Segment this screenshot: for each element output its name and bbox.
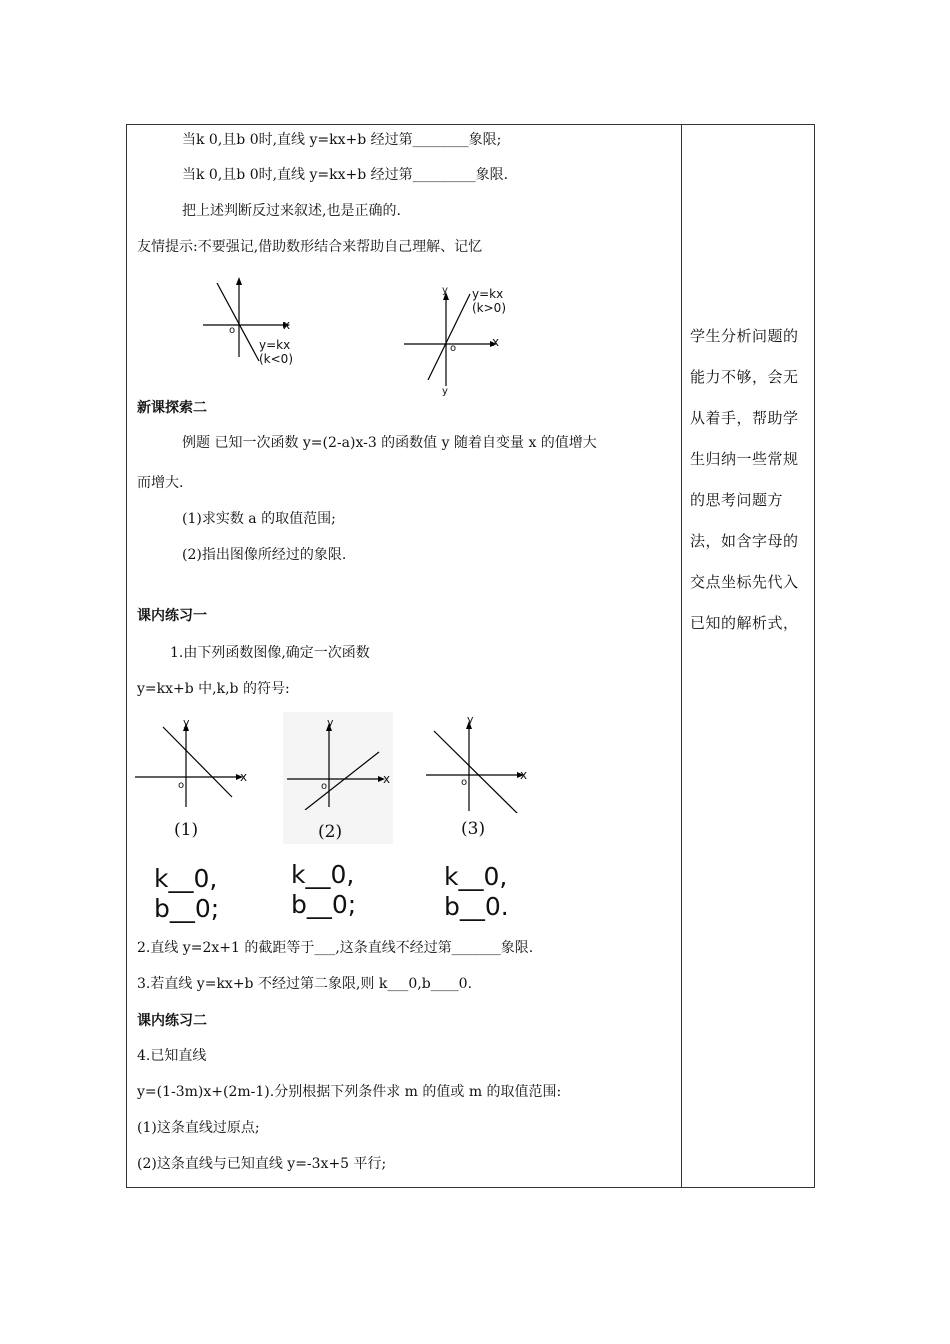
practice-2: 2.直线 y=2x+1 的截距等于___,这条直线不经过第_______象限.: [137, 940, 534, 956]
graph-line: [434, 731, 519, 813]
graph-1-b-blank: b__0;: [154, 894, 220, 923]
rule-line-1: 当k 0,且b 0时,直线 y=kx+b 经过第________象限;: [182, 132, 502, 148]
example-question-2: (2)指出图像所经过的象限.: [182, 547, 347, 563]
practice-4-condition-2: (2)这条直线与已知直线 y=-3x+5 平行;: [137, 1156, 387, 1172]
graph-a-x-label: x: [283, 318, 291, 332]
side-note-row: 交点坐标先代入: [690, 573, 799, 591]
graph-3-caption: (3): [461, 819, 486, 839]
side-note-row: 从着手，帮助学: [690, 409, 799, 427]
side-note-row: 法，如含字母的: [690, 532, 799, 550]
practice-graph-2: [283, 715, 398, 810]
side-note-row: 能力不够，会无: [690, 368, 799, 386]
graph-2-b-blank: b__0;: [291, 890, 357, 919]
practice-4-line-a: 4.已知直线: [137, 1048, 207, 1064]
practice-graph-1: [130, 715, 255, 810]
graph-2-origin: o: [321, 781, 328, 792]
graph-line: [163, 727, 232, 797]
side-note-row: 生归纳一些常规: [690, 450, 799, 468]
graph-2-x-label: x: [383, 772, 391, 786]
teacher-side-note: [690, 316, 810, 644]
reverse-note: 把上述判断反过来叙述,也是正确的.: [182, 203, 401, 219]
practice-1-line-a: 1.由下列函数图像,确定一次函数: [170, 645, 370, 661]
section-heading-explore-2: 新课探索二: [137, 400, 207, 416]
graph-3-origin: o: [461, 777, 468, 788]
example-line-1: 例题 已知一次函数 y=(2-a)x-3 的函数值 y 随着自变量 x 的值增大: [182, 435, 597, 451]
graph-3-x-label: x: [520, 768, 528, 782]
side-note-row: 已知的解析式，: [690, 614, 799, 632]
side-note-row: 的思考问题方: [690, 491, 784, 509]
line-y-kx: [217, 283, 259, 361]
example-line-2: 而增大.: [137, 475, 184, 491]
graph-a-origin: o: [229, 325, 236, 336]
graph-a-equation: y=kx: [259, 338, 291, 352]
graph-1-y-label: y: [183, 716, 190, 729]
practice-3: 3.若直线 y=kx+b 不经过第二象限,则 k___0,b____0.: [137, 976, 473, 992]
graph-b-origin: o: [450, 343, 457, 354]
graph-b-condition: (k>0): [472, 301, 507, 315]
graph-b-equation: y=kx: [472, 287, 504, 301]
y-axis-arrow: [236, 277, 242, 285]
line-y-kx: [428, 294, 470, 380]
example-question-1: (1)求实数 a 的取值范围;: [182, 511, 336, 527]
side-note-row: 学生分析问题的: [690, 327, 799, 345]
graph-b-y-label: y: [442, 285, 448, 296]
graph-line: [305, 752, 379, 810]
column-divider: [681, 125, 682, 1187]
graph-a-condition: (k<0): [259, 352, 294, 366]
graph-k-negative: [195, 275, 315, 370]
graph-1-origin: o: [178, 780, 185, 791]
graph-1-k-blank: k__0,: [154, 864, 218, 893]
graph-3-y-label: y: [467, 713, 474, 726]
graph-3-b-blank: b__0.: [444, 892, 509, 921]
graph-2-caption: (2): [318, 822, 343, 842]
friendly-tip: 友情提示:不要强记,借助数形结合来帮助自己理解、记忆: [137, 239, 483, 255]
section-heading-practice-1: 课内练习一: [137, 608, 207, 624]
practice-graph-3: [424, 713, 539, 813]
graph-1-caption: (1): [174, 820, 199, 840]
section-heading-practice-2: 课内练习二: [137, 1013, 207, 1029]
graph-2-k-blank: k__0,: [291, 860, 355, 889]
graph-b-y-label-bottom: y: [442, 386, 448, 397]
graph-b-x-label: x: [492, 335, 500, 349]
graph-1-x-label: x: [240, 770, 248, 784]
rule-line-2: 当k 0,且b 0时,直线 y=kx+b 经过第_________象限.: [182, 167, 509, 183]
practice-4-condition-1: (1)这条直线过原点;: [137, 1120, 260, 1136]
practice-1-line-b: y=kx+b 中,k,b 的符号:: [137, 681, 290, 697]
graph-3-k-blank: k__0,: [444, 862, 508, 891]
practice-4-line-b: y=(1-3m)x+(2m-1).分别根据下列条件求 m 的值或 m 的取值范围:: [137, 1084, 562, 1100]
graph-2-y-label: y: [327, 716, 334, 729]
